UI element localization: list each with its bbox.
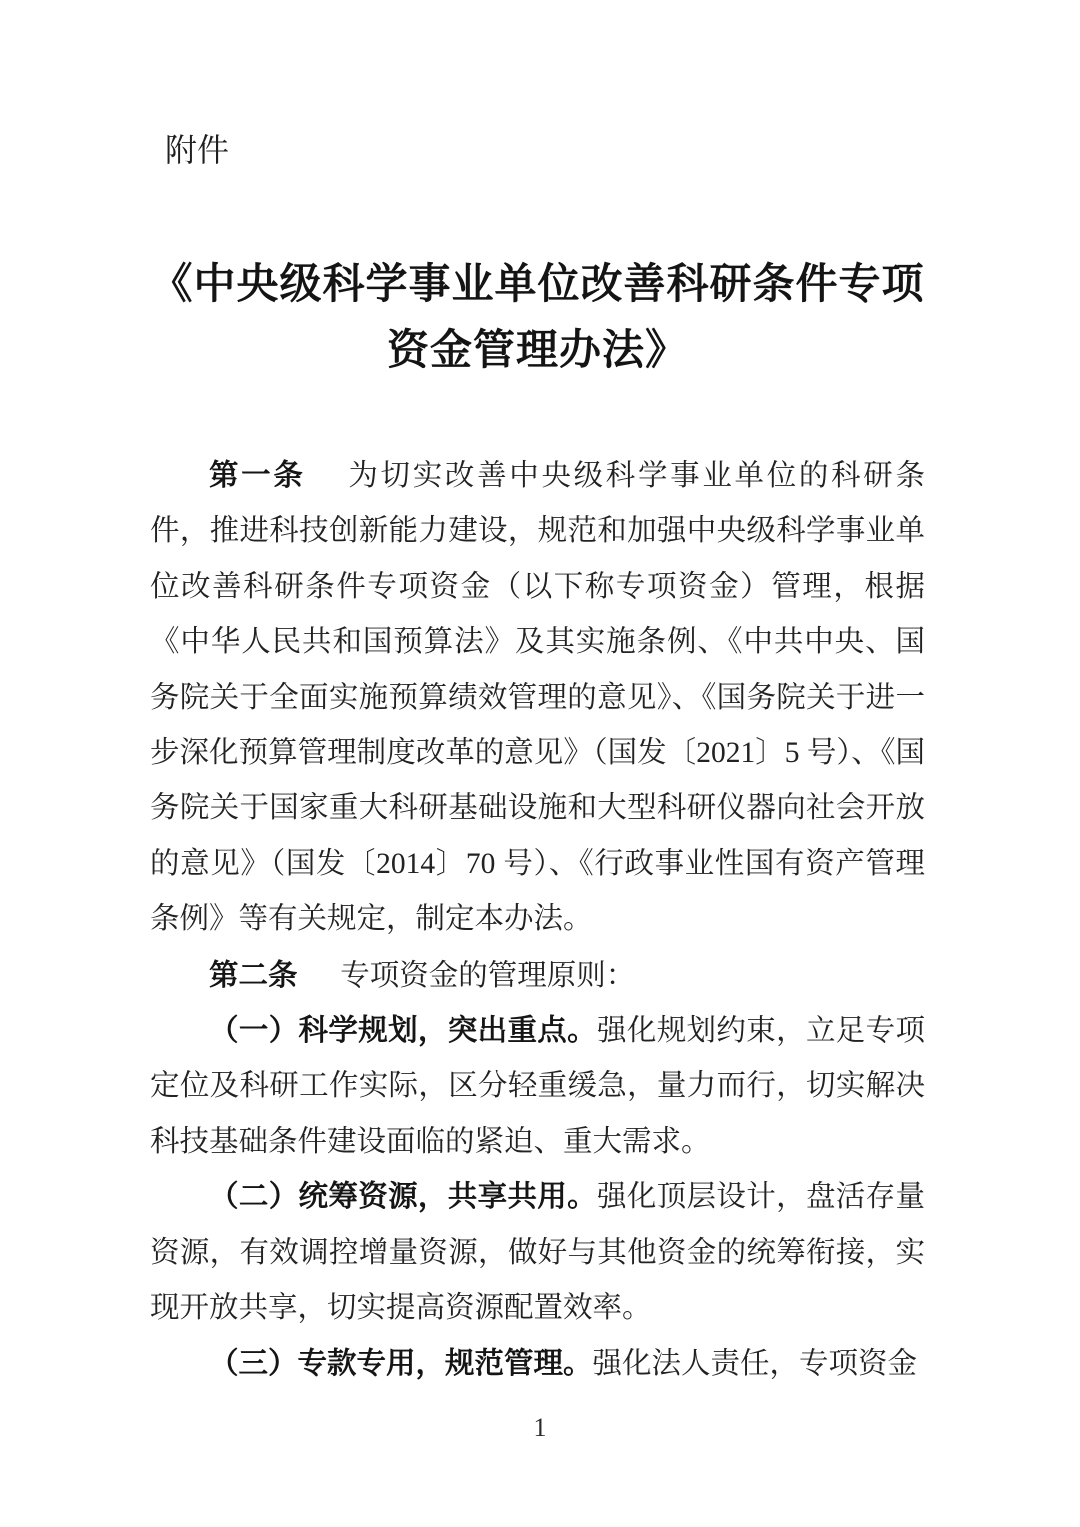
article-item-2-text: 强化顶层设计，盘活存量资源，有效调控增量资源，做好与其他资金的统筹衔接，实现开放共享，切实提高资源配置效率。 (150, 1181, 925, 1325)
article-item-1-heading: （一）科学规划，突出重点。 (209, 1015, 598, 1048)
article-item-3 (150, 1337, 925, 1392)
document-title-line-2: 资金管理办法》 (386, 328, 688, 374)
article-2-text: 专项资金的管理原则： (340, 959, 636, 992)
article-item-2 (150, 1170, 925, 1336)
article-item-1 (150, 1004, 925, 1170)
page-number: 1 (533, 1413, 547, 1442)
document-title (150, 252, 925, 384)
document-body (150, 448, 925, 1392)
document-title-line-1: 《中央级科学事业单位改善科研条件专项 (150, 262, 925, 308)
article-item-2-heading: （二）统筹资源，共享共用。 (209, 1181, 598, 1214)
article-item-1-text: 强化规划约束，立足专项定位及科研工作实际，区分轻重缓急，量力而行，切实解决科技基础条件建设面临的紧迫、重大需求。 (150, 1015, 925, 1158)
article-1-heading: 第一条 (209, 459, 306, 492)
article-item-3-text: 强化法人责任，专项资金 (592, 1347, 918, 1380)
article-1-text: 为切实改善中央级科学事业单位的科研条件，推进科技创新能力建设，规范和加强中央级科学事业单位改善科研条件专项资金（以下称专项资金）管理，根据《中华人民共和国预算法》及其实施条例、《中共中央、国务院关于全面实施预算绩效管理的意见》、《国务院关于进一步深化预算管理制度改革的意见》（国发〔2021〕5 号）、《国务院关于国家重大科研基础设施和大型科研仪器向社会开放的意见》（国发〔2014〕70 号）、《行政事业性国有资产管理条例》等有关规定，制定本办法。 (150, 460, 925, 936)
article-paragraph-1 (150, 448, 925, 948)
article-2-heading: 第二条 (209, 958, 298, 992)
attachment-label: 附件 (165, 132, 230, 168)
article-paragraph-2 (150, 948, 925, 1004)
article-item-3-heading: （三）专款专用，规范管理。 (209, 1347, 593, 1380)
